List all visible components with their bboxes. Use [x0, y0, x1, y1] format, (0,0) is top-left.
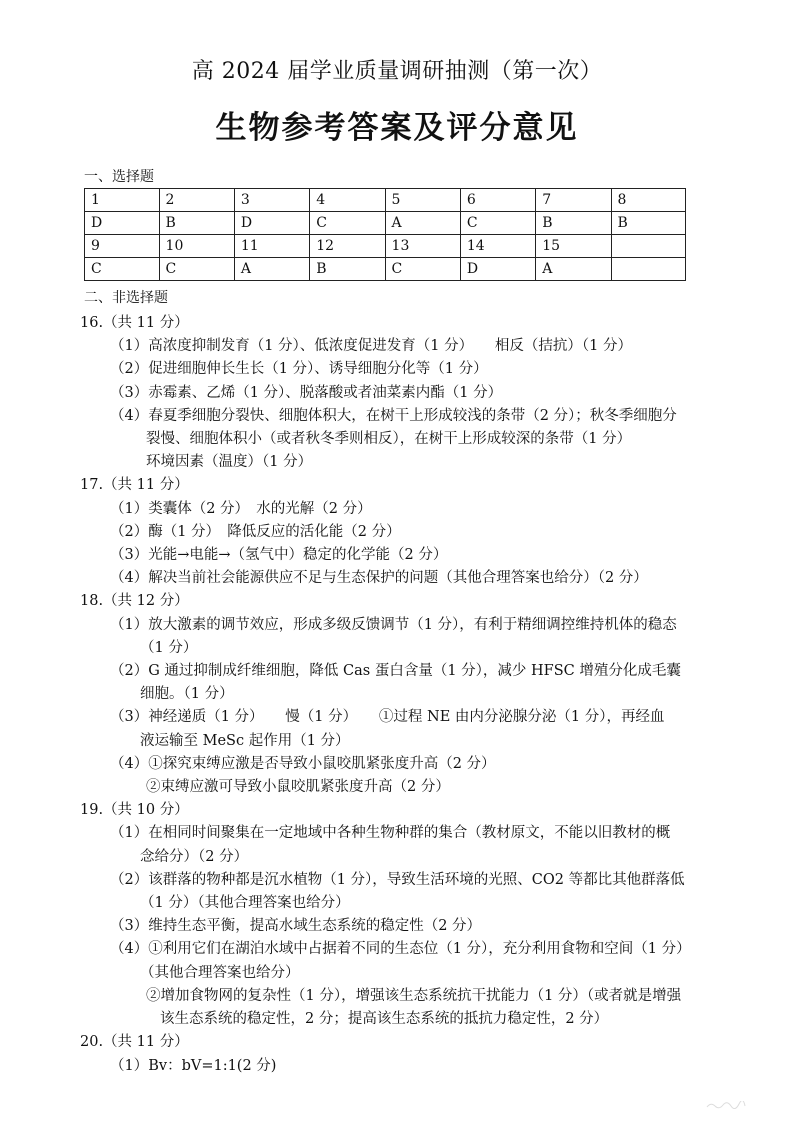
question-number-cell — [611, 235, 685, 258]
answer-cell: A — [234, 258, 309, 281]
q18-item-1-continued: （1 分） — [140, 639, 198, 656]
answer-cell: B — [159, 212, 234, 235]
q16-item-3: （3）赤霉素、乙烯（1 分）、脱落酸或者油菜素内酯（1 分） — [110, 384, 503, 401]
question-number-cell: 14 — [460, 235, 535, 258]
question-number-cell: 1 — [85, 189, 160, 212]
answer-cell: C — [85, 258, 160, 281]
q19-item-1-continued: 念给分）（2 分） — [140, 848, 249, 865]
question-number-cell: 9 — [85, 235, 160, 258]
question-number-cell: 6 — [460, 189, 535, 212]
choice-table-row — [85, 189, 686, 212]
question-18-heading: 18.（共 12 分） — [80, 593, 189, 610]
question-17-heading: 17.（共 11 分） — [80, 477, 189, 494]
answer-cell — [611, 258, 685, 281]
answer-cell: C — [310, 212, 385, 235]
q20-item-1: （1）Bv：bV=1:1(2 分) — [110, 1057, 277, 1074]
answer-cell: C — [385, 258, 460, 281]
q16-item-4-continued: 裂慢、细胞体积小（或者秋冬季则相反），在树干上形成较深的条带（1 分） — [146, 431, 632, 448]
answer-cell: D — [460, 258, 535, 281]
question-number-cell: 2 — [159, 189, 234, 212]
q19-item-2-continued: （1 分）（其他合理答案也给分） — [140, 895, 350, 912]
question-number-cell: 8 — [611, 189, 685, 212]
choice-answer-table — [84, 188, 686, 281]
exam-title: 高 2024 届学业质量调研抽测（第一次） — [191, 59, 603, 84]
answer-cell: A — [536, 258, 611, 281]
q19-item-4: （4）①利用它们在湖泊水域中占据着不同的生态位（1 分），充分利用食物和空间（1 分） — [110, 941, 691, 958]
answer-cell: D — [234, 212, 309, 235]
q17-item-2: （2）酶（1 分） 降低反应的活化能（2 分） — [110, 523, 401, 540]
question-number-cell: 7 — [536, 189, 611, 212]
question-number-cell: 10 — [159, 235, 234, 258]
q18-item-1: （1）放大激素的调节效应，形成多级反馈调节（1 分），有利于精细调控维持机体的稳态 — [110, 616, 677, 633]
answers-body — [80, 312, 720, 1078]
q16-item-4-extra: 环境因素（温度）（1 分） — [146, 454, 313, 471]
q18-item-3-continued: 液运输至 MeSc 起作用（1 分） — [140, 732, 350, 749]
watermark-mark — [706, 1101, 746, 1109]
section-heading-choice: 一、选择题 — [84, 169, 154, 185]
q17-item-3: （3）光能→电能→（氢气中）稳定的化学能（2 分） — [110, 547, 448, 564]
choice-table-row — [85, 235, 686, 258]
q18-item-4: （4）①探究束缚应激是否导致小鼠咬肌紧张度升高（2 分） — [110, 755, 496, 772]
q16-item-1: （1）高浓度抑制发育（1 分）、低浓度促进发育（1 分） 相反（拮抗）（1 分） — [110, 338, 632, 355]
q19-item-2: （2）该群落的物种都是沉水植物（1 分），导致生活环境的光照、CO2 等都比其他群落低 — [110, 871, 685, 888]
q19-item-4-sub-2: ②增加食物网的复杂性（1 分），增强该生态系统抗干扰能力（1 分）（或者就是增强 — [146, 987, 682, 1004]
q16-item-2: （2）促进细胞伸长生长（1 分）、诱导细胞分化等（1 分） — [110, 361, 488, 378]
question-number-cell: 3 — [234, 189, 309, 212]
q17-item-4: （4）解决当前社会能源供应不足与生态保护的问题（其他合理答案也给分）（2 分） — [110, 570, 648, 587]
q18-item-2-continued: 细胞。（1 分） — [140, 686, 234, 703]
q19-item-3: （3）维持生态平衡，提高水域生态系统的稳定性（2 分） — [110, 918, 482, 935]
q18-item-2: （2）G 通过抑制成纤维细胞，降低 Cas 蛋白含量（1 分），减少 HFSC 增殖分化成毛囊 — [110, 663, 681, 680]
question-number-cell: 4 — [310, 189, 385, 212]
choice-table-row — [85, 258, 686, 281]
q17-item-1: （1）类囊体（2 分） 水的光解（2 分） — [110, 500, 372, 517]
q18-item-3: （3）神经递质（1 分） 慢（1 分） ①过程 NE 由内分泌腺分泌（1 分），再经血 — [110, 709, 665, 726]
answer-cell: B — [310, 258, 385, 281]
q19-item-1: （1）在相同时间聚集在一定地域中各种生物种群的集合（教材原文，不能以旧教材的概 — [110, 825, 671, 842]
answer-cell: C — [159, 258, 234, 281]
question-19-heading: 19.（共 10 分） — [80, 802, 189, 819]
q19-item-4-sub-2-continued: 该生态系统的稳定性，2 分；提高该生态系统的抵抗力稳定性，2 分） — [160, 1011, 609, 1028]
q18-item-4-sub-2: ②束缚应激可导致小鼠咬肌紧张度升高（2 分） — [146, 779, 450, 796]
answer-cell: B — [536, 212, 611, 235]
answer-cell: A — [385, 212, 460, 235]
document-title: 生物参考答案及评分意见 — [215, 110, 579, 146]
question-number-cell: 13 — [385, 235, 460, 258]
question-number-cell: 15 — [536, 235, 611, 258]
question-20-heading: 20.（共 11 分） — [80, 1034, 189, 1051]
q16-item-4: （4）春夏季细胞分裂快、细胞体积大，在树干上形成较浅的条带（2 分）；秋冬季细胞分 — [110, 407, 677, 424]
question-number-cell: 11 — [234, 235, 309, 258]
answer-cell: B — [611, 212, 685, 235]
answer-cell: D — [85, 212, 160, 235]
question-number-cell: 12 — [310, 235, 385, 258]
question-16-heading: 16.（共 11 分） — [80, 315, 189, 331]
q19-item-4-continued: （其他合理答案也给分） — [140, 964, 300, 981]
question-number-cell: 5 — [385, 189, 460, 212]
answer-cell: C — [460, 212, 535, 235]
section-heading-nonchoice: 二、非选择题 — [84, 290, 168, 306]
choice-table-row — [85, 212, 686, 235]
